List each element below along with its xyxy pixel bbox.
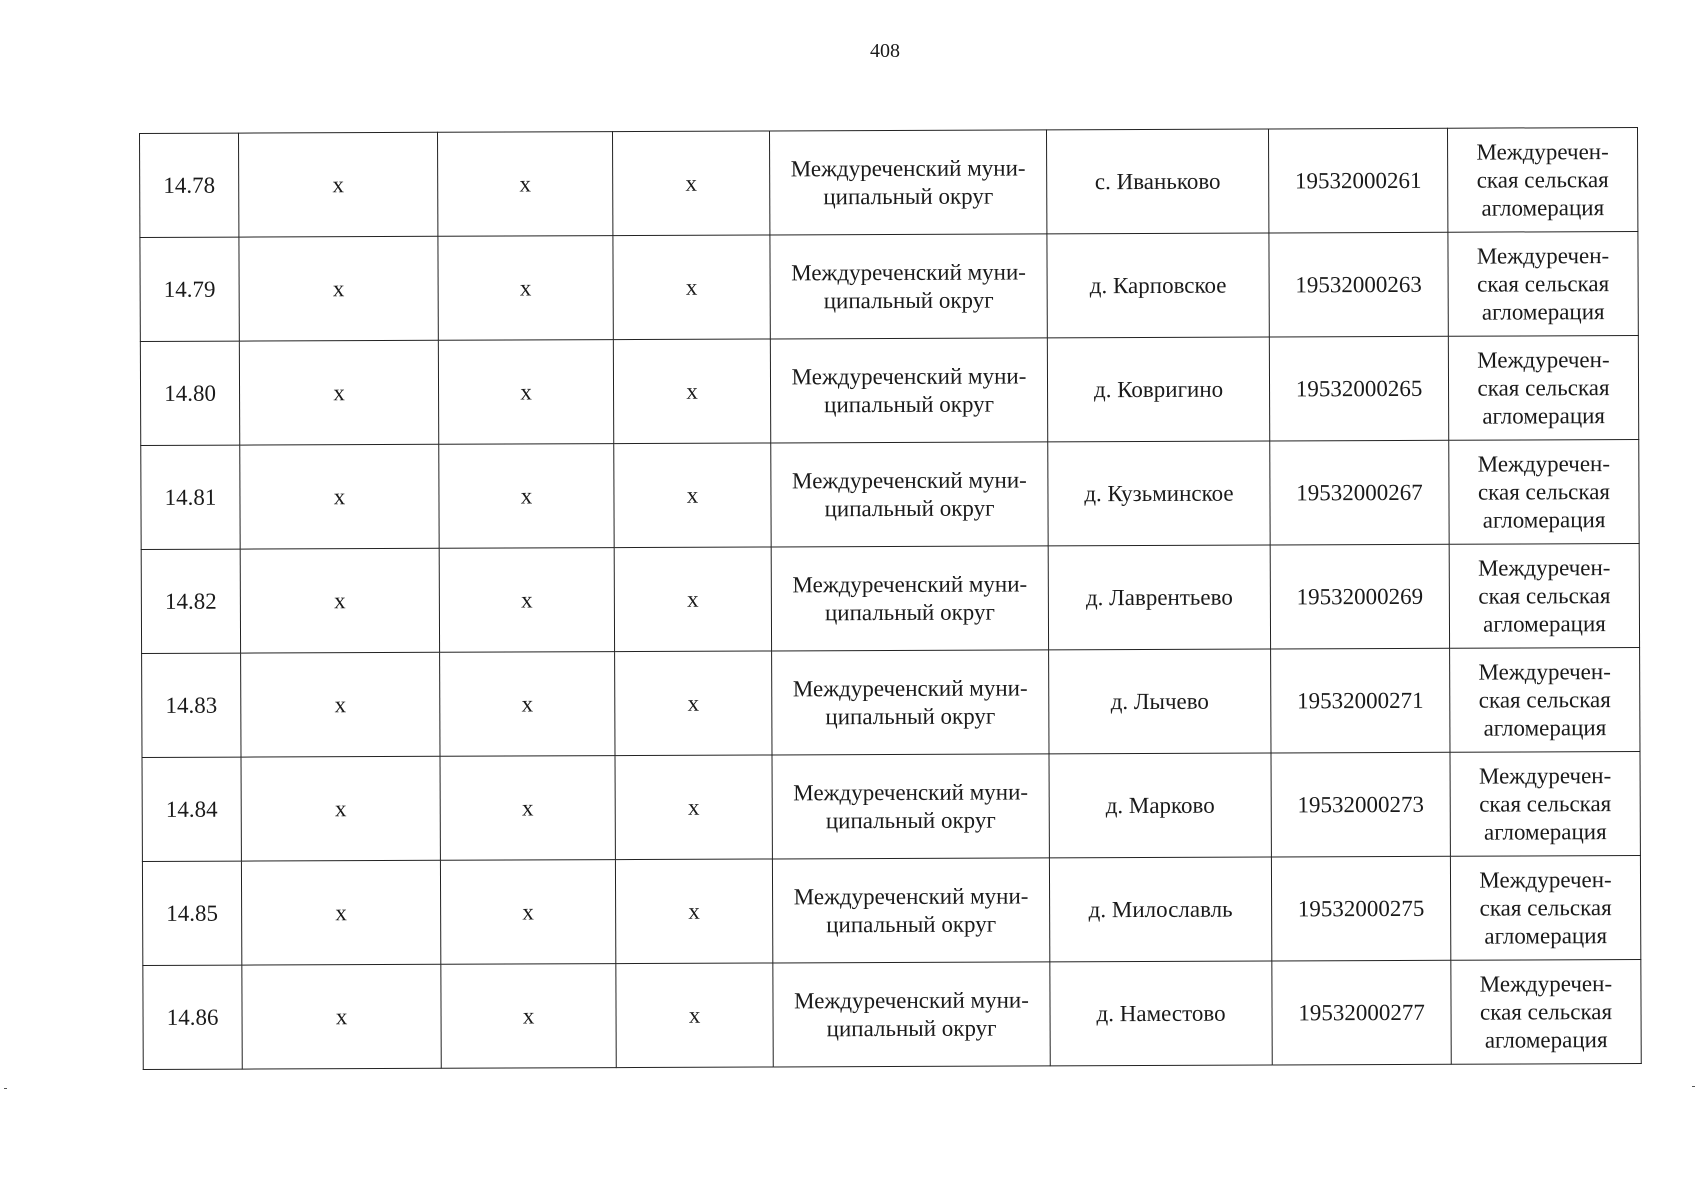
agglomeration-line-2: ская сельская bbox=[1478, 582, 1611, 609]
column-3-cell: x bbox=[438, 340, 613, 445]
column-2-cell: x bbox=[239, 340, 438, 445]
settlement-cell: д. Лаврентьево bbox=[1048, 545, 1270, 650]
settlement-cell: д. Карповское bbox=[1047, 233, 1269, 338]
column-3-cell: x bbox=[438, 236, 613, 341]
row-number-cell: 14.86 bbox=[143, 965, 242, 1069]
column-3-cell: x bbox=[440, 652, 615, 757]
oktmo-code-cell: 19532000263 bbox=[1269, 232, 1448, 337]
table-row bbox=[141, 543, 1639, 653]
oktmo-code-cell: 19532000269 bbox=[1270, 544, 1449, 649]
district-line-1: Междуреченский муни- bbox=[792, 570, 1028, 597]
agglomeration-cell bbox=[1450, 647, 1640, 752]
column-2-cell: x bbox=[239, 132, 438, 237]
column-2-cell: x bbox=[241, 860, 440, 965]
agglomeration-line-1: Междуречен- bbox=[1478, 658, 1611, 685]
table-row bbox=[142, 647, 1640, 757]
row-number-cell: 14.85 bbox=[142, 861, 241, 965]
oktmo-code-cell: 19532000265 bbox=[1269, 336, 1448, 441]
district-line-1: Междуреченский муни- bbox=[793, 778, 1029, 805]
oktmo-code-cell: 19532000271 bbox=[1271, 648, 1450, 753]
row-number-cell: 14.82 bbox=[141, 549, 240, 653]
column-2-cell: x bbox=[240, 444, 439, 549]
agglomeration-cell bbox=[1448, 231, 1638, 336]
page-number: 408 bbox=[870, 40, 900, 62]
agglomeration-line-1: Междуречен- bbox=[1476, 242, 1610, 269]
municipal-district-cell bbox=[772, 754, 1049, 859]
district-line-2: ципальный округ bbox=[824, 495, 995, 521]
row-number-cell: 14.80 bbox=[140, 341, 239, 445]
agglomeration-cell bbox=[1449, 543, 1639, 648]
district-line-2: ципальный округ bbox=[825, 703, 996, 729]
district-line-2: ципальный округ bbox=[826, 911, 997, 937]
scan-mark-right bbox=[1692, 1086, 1695, 1087]
column-3-cell: x bbox=[437, 132, 612, 237]
agglomeration-line-3: агломерация bbox=[1484, 922, 1608, 949]
column-4-cell: x bbox=[616, 963, 773, 1068]
agglomeration-line-3: агломерация bbox=[1484, 1026, 1608, 1053]
scan-mark-left bbox=[4, 1088, 7, 1089]
municipal-district-cell bbox=[772, 858, 1049, 963]
column-4-cell: x bbox=[613, 235, 770, 340]
municipal-district-cell bbox=[769, 130, 1046, 235]
column-4-cell: x bbox=[613, 339, 770, 444]
district-line-1: Междуреченский муни- bbox=[791, 258, 1026, 285]
agglomeration-cell bbox=[1451, 959, 1641, 1064]
agglomeration-line-1: Междуречен- bbox=[1479, 970, 1613, 997]
agglomeration-line-3: агломерация bbox=[1481, 194, 1605, 221]
oktmo-code-cell: 19532000277 bbox=[1272, 960, 1451, 1065]
row-number-cell: 14.78 bbox=[140, 133, 239, 237]
column-3-cell: x bbox=[439, 548, 614, 653]
column-2-cell: x bbox=[240, 548, 439, 653]
settlement-cell: д. Лычево bbox=[1049, 649, 1271, 754]
table-row bbox=[140, 231, 1638, 341]
row-number-cell: 14.83 bbox=[142, 653, 241, 757]
municipal-district-cell bbox=[773, 962, 1050, 1067]
row-number-cell: 14.81 bbox=[141, 445, 240, 549]
municipal-district-cell bbox=[772, 650, 1049, 755]
agglomeration-line-2: ская сельская bbox=[1477, 270, 1610, 297]
agglomeration-line-3: агломерация bbox=[1482, 506, 1606, 533]
district-line-2: ципальный округ bbox=[823, 183, 994, 209]
municipal-district-cell bbox=[771, 442, 1048, 547]
district-line-1: Междуреченский муни- bbox=[791, 466, 1027, 493]
column-3-cell: x bbox=[440, 860, 615, 965]
column-2-cell: x bbox=[242, 964, 441, 1069]
settlement-cell: д. Милославль bbox=[1049, 857, 1271, 962]
agglomeration-line-1: Междуречен- bbox=[1478, 762, 1612, 789]
district-line-2: ципальный округ bbox=[823, 287, 994, 313]
agglomeration-line-2: ская сельская bbox=[1479, 790, 1612, 817]
district-line-1: Междуреченский муни- bbox=[790, 154, 1026, 181]
district-line-1: Междуреченский муни- bbox=[791, 362, 1027, 389]
agglomeration-cell bbox=[1450, 751, 1640, 856]
district-line-2: ципальный округ bbox=[825, 807, 996, 833]
column-4-cell: x bbox=[615, 859, 772, 964]
agglomeration-line-3: агломерация bbox=[1483, 610, 1606, 637]
agglomeration-line-1: Междуречен- bbox=[1477, 450, 1611, 477]
column-2-cell: x bbox=[241, 652, 440, 757]
oktmo-code-cell: 19532000275 bbox=[1271, 856, 1450, 961]
agglomeration-line-3: агломерация bbox=[1482, 402, 1606, 429]
municipal-district-cell bbox=[770, 234, 1047, 339]
settlement-cell: д. Наместово bbox=[1050, 961, 1272, 1066]
agglomeration-cell bbox=[1448, 335, 1638, 440]
agglomeration-line-2: ская сельская bbox=[1479, 894, 1612, 921]
settlements-table bbox=[139, 127, 1642, 1070]
column-3-cell: x bbox=[441, 964, 616, 1069]
agglomeration-cell bbox=[1447, 127, 1637, 232]
table-row bbox=[140, 127, 1638, 237]
agglomeration-line-1: Междуречен- bbox=[1479, 866, 1612, 893]
oktmo-code-cell: 19532000261 bbox=[1268, 128, 1447, 233]
column-2-cell: x bbox=[241, 756, 440, 861]
district-line-2: ципальный округ bbox=[824, 599, 995, 625]
agglomeration-line-2: ская сельская bbox=[1478, 686, 1611, 713]
table-body bbox=[140, 127, 1642, 1069]
agglomeration-line-1: Междуречен- bbox=[1478, 554, 1611, 581]
municipal-district-cell bbox=[770, 338, 1047, 443]
settlement-cell: д. Ковригино bbox=[1047, 337, 1269, 442]
settlement-cell: д. Кузьминское bbox=[1048, 441, 1270, 546]
column-4-cell: x bbox=[615, 651, 772, 756]
agglomeration-line-3: агломерация bbox=[1483, 818, 1607, 845]
column-3-cell: x bbox=[439, 444, 614, 549]
settlement-cell: с. Иваньково bbox=[1046, 129, 1268, 234]
agglomeration-line-3: агломерация bbox=[1481, 298, 1605, 325]
row-number-cell: 14.79 bbox=[140, 237, 239, 341]
agglomeration-line-2: ская сельская bbox=[1479, 998, 1613, 1025]
column-2-cell: x bbox=[239, 236, 438, 341]
column-4-cell: x bbox=[612, 131, 769, 236]
agglomeration-line-2: ская сельская bbox=[1477, 478, 1611, 505]
table-row bbox=[141, 439, 1639, 549]
district-line-2: ципальный округ bbox=[826, 1015, 997, 1041]
municipal-district-cell bbox=[771, 546, 1048, 651]
table-row bbox=[142, 855, 1640, 965]
agglomeration-cell bbox=[1449, 439, 1639, 544]
agglomeration-line-1: Междуречен- bbox=[1477, 346, 1610, 373]
agglomeration-line-2: ская сельская bbox=[1477, 374, 1610, 401]
column-4-cell: x bbox=[614, 547, 771, 652]
agglomeration-line-1: Междуречен- bbox=[1476, 138, 1609, 165]
agglomeration-line-2: ская сельская bbox=[1476, 166, 1609, 193]
oktmo-code-cell: 19532000273 bbox=[1271, 752, 1450, 857]
table-row bbox=[140, 335, 1638, 445]
table-row bbox=[143, 959, 1641, 1069]
column-4-cell: x bbox=[615, 755, 772, 860]
table-row bbox=[142, 751, 1640, 861]
agglomeration-line-3: агломерация bbox=[1483, 714, 1607, 741]
column-4-cell: x bbox=[614, 443, 771, 548]
agglomeration-cell bbox=[1450, 855, 1640, 960]
district-line-1: Междуреченский муни- bbox=[794, 986, 1029, 1013]
table-container bbox=[139, 127, 1641, 1070]
oktmo-code-cell: 19532000267 bbox=[1270, 440, 1449, 545]
district-line-1: Междуреченский муни- bbox=[792, 674, 1028, 701]
district-line-1: Междуреченский муни- bbox=[793, 882, 1029, 909]
district-line-2: ципальный округ bbox=[824, 391, 995, 417]
row-number-cell: 14.84 bbox=[142, 757, 241, 861]
column-3-cell: x bbox=[440, 756, 615, 861]
settlement-cell: д. Марково bbox=[1049, 753, 1271, 858]
